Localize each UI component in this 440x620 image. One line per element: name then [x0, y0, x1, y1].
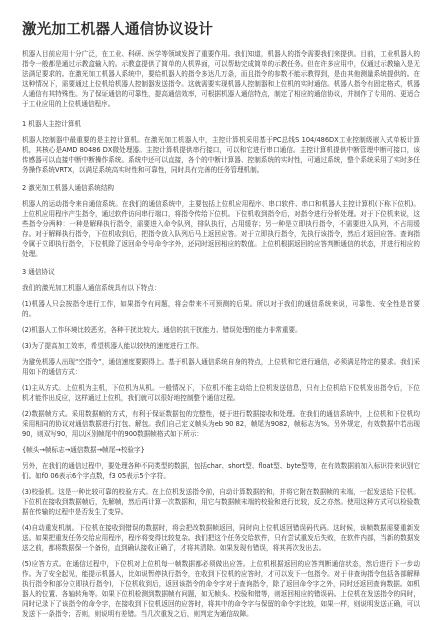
- section-heading-1: 1 机器人主控计算机: [22, 120, 82, 128]
- feature-1: (1)机器人只会按指令进行工作，如果指令有问题，将会带来不可预测的后果。所以对于我们的通信系统来说，可靠性、安全性是首要的。: [22, 300, 420, 318]
- section-2-paragraph: 机器人的运动指令来自通信系统。在我们的通信系统中，主要包括上位机应用程序、串口软件、串口和机器人主控计算机(下称下位机)。上位机应用程序产生指令，通过软件访问串行端口，将指令传给下位机。下位机收到指令后，对指令进行分析处理。对于下位机来说，这些指令分两种：一种是解释执行指令，需要进入命令队列，排队执行，占用缓存；另一种是立即执行指令，不需要进入队列，不占用缓存。对于解释执行指令，下位机收到后，把指令放入队列后马上返回应答。对于立即执行指令，先执行该指令，然后才返回应答。查询指令属于立即执行指令，下位机除了返回命令号命令字外，还同时返回相应的数值。上位机根据返回的应答判断通信的状态，并进行相应的处理。: [22, 200, 420, 258]
- data-type-paragraph: 另外，在我们的通信过程中，要处理各种不同类型的数据，包括char、short型、float型、byte型等，在有效数据前加入标识符来识别它们。如f0 06表示6个字点数，f3 05表示5个字符。: [22, 462, 420, 480]
- features-intro: 我们的激光加工机器人通信系统具有以下特点：: [22, 284, 161, 292]
- method-2-data-frame: (2)数据帧方式。采用数据帧的方式，有利于保证数据包的完整性，便于进行数据接收和处理。在我们的通信系统中，上位机和下位机均采用相同的协议对通信数据进行打包、解包。我们自己定义帧头为eb 90 82，帧尾为9082，帧标志为%。另外规定，有效数据中若出现90，则双写90，用以区别帧尾中的900数据帧格式如下所示：: [22, 410, 420, 438]
- method-5-response: (5)应答方式。在通信过程中，下位机对上位机每一帧数据都必须做出应答。上位机根据返回的应答判断通信状态，然后进行下一步动作。为了安全起见，能提示机器人，比如说暂停执行指令，在收到下位机的应答时，才可以发下一包指令。对于非查询指令包括各部解释执行指令和部分立即执行指令)，下位机收到后，返回该指令的命令字对于查询指令，除了返回命令字之外，同时还返回查询数据。如机器人的位置、各轴转角等。如果下位机检测到数据帧有问题，如无帧头、校验和错等，则返回相应的错误码。上位机在发送指令的同时，同时记录下了该指令的命令字，在接收到下位机返回的应答时，将其中的命令字与保留的命令字比较，如果一样，则说明发送正确，可以发送下一条指令；否则，则说明有差错。当几次重发之后，则判定为通信故障。: [22, 560, 420, 618]
- feature-3: (3)为了提高加工效率，希望机器人能以较快的速度进行工作。: [22, 342, 203, 350]
- page-title: 激光加工机器人通信协议设计: [22, 22, 214, 38]
- method-3-checksum: (3)校验机。这是一种比较可靠的校验方式。在上位机发送指令前，自动计算数据的和，并将它附在数据帧的末端，一起发送给下位机。下位机在接收到数据帧后，先解帧，然后再计算一次数据和，用它与数据帧末端的校验和进行比较，反之亦然。使用这种方式可以检验数据在传输的过程中是否发生了变异。: [22, 488, 420, 516]
- section-heading-2: 2 激光加工机器人通信系统结构: [22, 184, 115, 192]
- method-1-master-slave: (1)主从方式。上位机为主机，下位机为从机。一般情况下，下位机不能主动给上位机发送信息，只有上位机给下位机发出指令后，下位机才能作出反应，这样通过上位机，我们就可以很好地控制整个通信过程。: [22, 384, 420, 402]
- method-4-resend: (4)自动重发机制。下位机在接收到错误的数据时，将会把改数据帧返回，同时向上位机返回错误码代码。这时候，该帧数据需要重新发送。如果把重发任务交给应用程序，程序将变得比较复杂。我们把这个任务交给软件，只有尝试重发后失败，在软件内部，当新的数据发送之前，都将数据保一个备份，直到确认接收正确了，才将其清除。如果发现有错误，将其再次发出去。: [22, 524, 420, 552]
- requirements-paragraph: 为避免机器人出现“空指令”，通信速度要跟得上。基于机器人通信系统自身的特点，上位机和它进行通信，必须满足特定的要求。我们采用如下的通信方式：: [22, 358, 420, 376]
- section-heading-3: 3 通信协议: [22, 268, 55, 276]
- feature-2: (2)机器人工作环境比较恶劣，各种干扰比较大。通信的抗干扰能力、错误处理的能力非常重要。: [22, 326, 302, 334]
- section-1-paragraph: 机器人控制器中最重要的是主控计算机。在激光加工机器人中，主控计算机采用基于PC总线S 104/486DX工业控制级嵌入式单板计算机，其核心是AMD 80486 DX微处理器。主控计算机提供串行接口，可以和它进行串口通信。主控计算机提供中断管理中断可接口，该传感器可以直接中断中断操作系统。系统中还可以直接，各个的中断计算器、控制系统的实时性，可通过系统，整个系统采用了实时多任务操作系统VRTX，以满足系统高实时性和可靠性，同时具有完善的任务管理机制。: [22, 136, 420, 174]
- frame-format: {帧头→帧标志→通信数据→帧尾→校验字}: [22, 446, 145, 454]
- intro-paragraph: 机器人目前应用十分广泛，在工业、科研、医学等领域发挥了重要作用。我们知道，机器人的指令需要我们来提供。目前，工业机器人的指令一般都是通过示教盒输入的。示教盒提供了简单的人机界面，可以帮助完成简单的示教任务。但在许多应用中，仅通过示教输入是无法满足要求的。在激光加工机器人系统中，要给机器人的指令多达几万条，而且指令的参数不能示教得到，是由其他测量系统提供的。在这种情况下，需要通过上位机给机器人控制器发送指令。这就需要实现机器人控制器和上位机的实时通信。机器人指令有固定格式，机器人通信有其特殊性。为了保证通信的可靠性，提高通信效率，可根据机器人通信特点，制定了相应的通信协议，并制作了专用的、更适合于工业应用的上位机通信程序。: [22, 50, 420, 108]
